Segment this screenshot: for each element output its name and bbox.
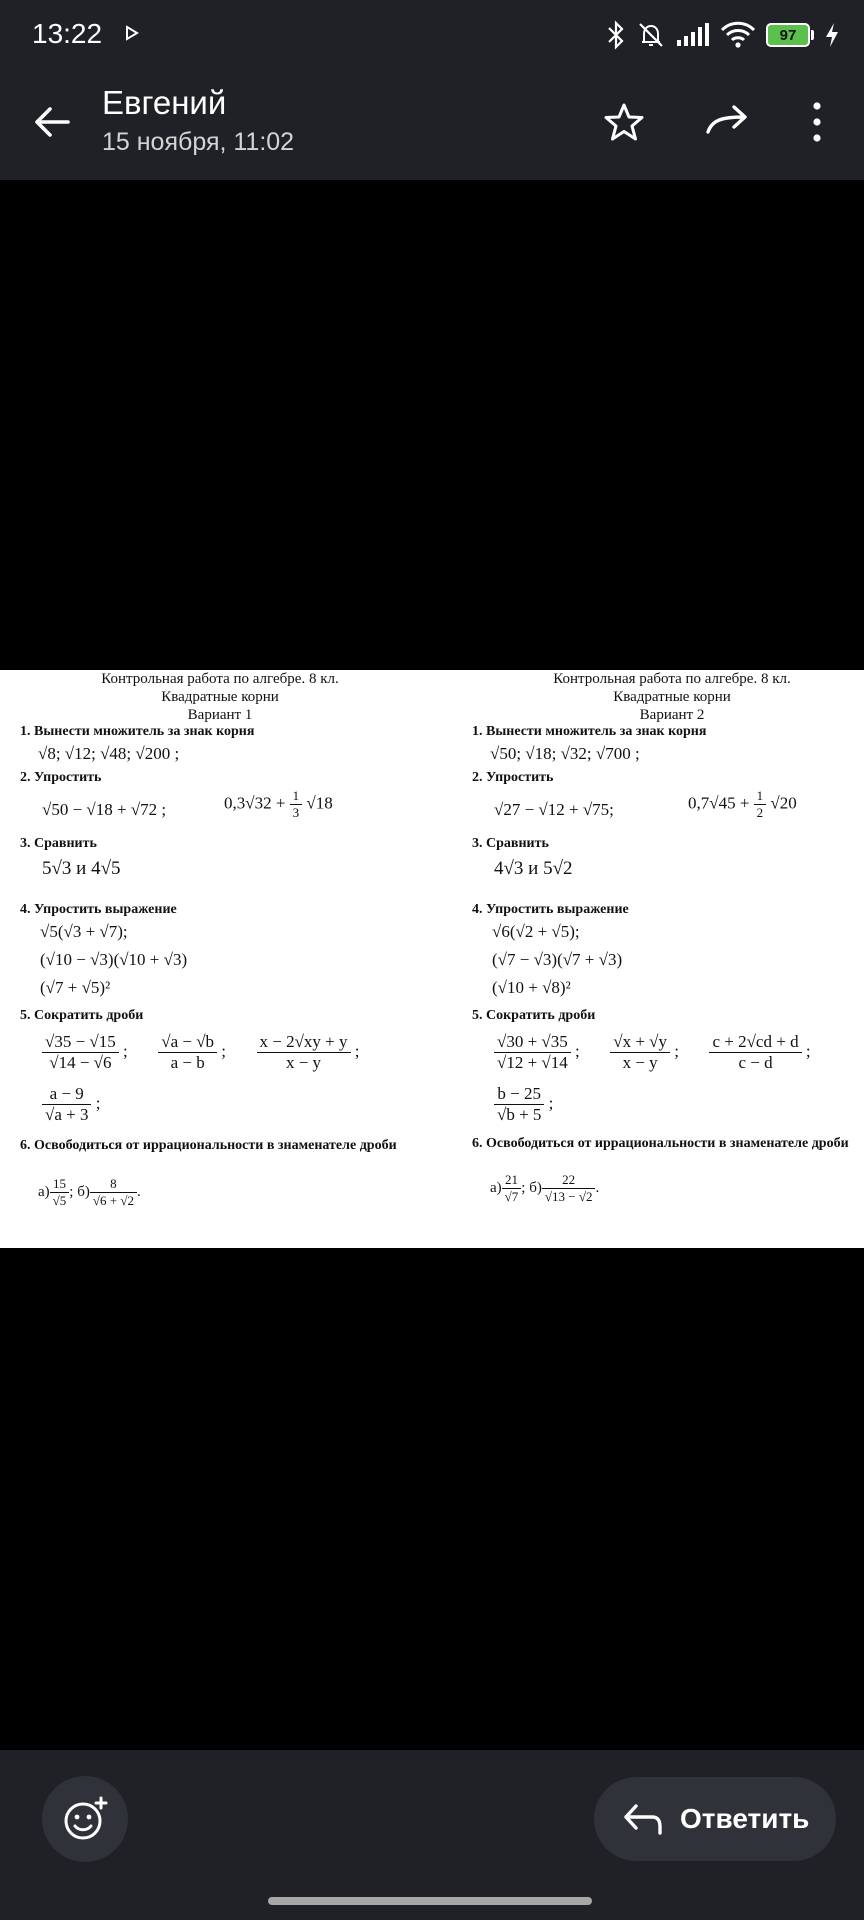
fraction-3 — [257, 1032, 351, 1073]
back-arrow-icon[interactable] — [30, 100, 74, 144]
task-4c-expr: (√10 + √8)² — [492, 978, 571, 997]
battery-icon — [766, 23, 814, 47]
task-6a-num: 21 — [502, 1172, 522, 1189]
task-6b-fraction — [90, 1176, 137, 1209]
task-6-title: 6. Освободиться от иррациональности в знаменателе дроби — [472, 1136, 849, 1151]
fraction-1-num: √30 + √35 — [494, 1032, 571, 1053]
task-1-expr: √50; √18; √32; √700 ; — [490, 744, 640, 763]
fraction-4-den: √b + 5 — [497, 1105, 542, 1124]
fraction-3 — [709, 1032, 801, 1073]
task-6a-fraction — [502, 1172, 522, 1205]
message-date: 15 ноября, 11:02 — [102, 128, 295, 156]
status-time: 13:22 — [32, 18, 103, 49]
task-6a-label: а) — [490, 1179, 502, 1196]
task-6-title: 6. Освободиться от иррациональности в знаменателе дроби — [20, 1138, 397, 1153]
task-2a-expr: √50 − √18 + √72 ; — [42, 800, 167, 819]
gesture-nav-handle[interactable] — [268, 1897, 592, 1905]
task-5-title: 5. Сократить дроби — [472, 1008, 596, 1023]
task-4c-expr: (√7 + √5)² — [40, 978, 111, 997]
forward-icon[interactable] — [704, 102, 752, 142]
fraction-3-den: c − d — [738, 1053, 773, 1072]
task-2a-expr: √27 − √12 + √75; — [494, 800, 614, 819]
reply-button[interactable] — [594, 1777, 836, 1861]
bluetooth-icon — [606, 20, 626, 50]
task-2b-expr — [224, 788, 333, 821]
task-5-title: 5. Сократить дроби — [20, 1008, 144, 1023]
doc-title: Контрольная работа по алгебре. 8 кл. — [553, 671, 791, 687]
doc-variant: Вариант 2 — [639, 707, 705, 723]
fraction-3-den: x − y — [285, 1053, 322, 1072]
doc-topic: Квадратные корни — [161, 689, 279, 705]
task-6b-num: 8 — [90, 1176, 137, 1193]
chat-app-bar — [0, 70, 864, 180]
fraction-3-num: c + 2√cd + d — [709, 1032, 801, 1053]
fraction-4-den: √a + 3 — [45, 1105, 89, 1124]
variant-1-column — [8, 670, 432, 1248]
fraction-1-den: √12 + √14 — [497, 1053, 568, 1072]
task-3-title: 3. Сравнить — [20, 836, 97, 851]
task-6-expr: а) $\frac{21}{√7}$ ; б) $\frac{22}{√13 - √2}$ . — [490, 1172, 600, 1204]
emoji-reaction-button[interactable] — [42, 1776, 128, 1862]
fraction-2-den: a − b — [170, 1053, 205, 1072]
task-6a-num: 15 — [50, 1176, 70, 1193]
task-6b-den: √6 + √2 — [92, 1193, 134, 1208]
task-2b-den: 3 — [292, 805, 300, 820]
reply-label: Ответить — [680, 1803, 810, 1834]
fraction-4-num: a − 9 — [42, 1084, 91, 1105]
fraction-2 — [158, 1032, 217, 1073]
task-2-title: 2. Упростить — [472, 770, 554, 785]
task-6-expr: а) $\frac{15}{√5}$ ; б) $\frac{8}{√6 + √2}$ . — [38, 1176, 141, 1208]
fraction-2-den: x − y — [622, 1053, 658, 1072]
task-3-title: 3. Сравнить — [472, 836, 549, 851]
task-6b-label: б) — [529, 1179, 542, 1196]
battery-level: 97 — [766, 23, 810, 47]
fraction-1-den: √14 − √6 — [49, 1053, 112, 1072]
task-3-expr: 4√3 и 5√2 — [494, 858, 573, 879]
star-icon[interactable] — [604, 102, 644, 142]
task-2b-num: 1 — [290, 788, 303, 805]
task-6a-fraction — [50, 1176, 70, 1209]
task-6a-den: √5 — [52, 1193, 67, 1208]
task-2b-post: √20 — [770, 793, 797, 813]
wifi-icon — [720, 20, 756, 50]
task-5-fractions-row: $\frac{√35 - √15}{√14 - √6}$ ; $\frac{√a - √b}{a - b}$ ; $\frac{x - 2√xy + y}{x - y}$ ; — [42, 1032, 360, 1073]
fraction-1-num: √35 − √15 — [42, 1032, 119, 1053]
doc-title: Контрольная работа по алгебре. 8 кл. — [101, 671, 339, 687]
emoji-add-icon — [42, 1776, 128, 1862]
task-6b-fraction — [542, 1172, 596, 1205]
status-bar — [0, 0, 864, 70]
task-2b-den: 2 — [756, 805, 764, 820]
task-2b-num: 1 — [754, 788, 767, 805]
task-4b-expr: (√10 − √3)(√10 + √3) — [40, 950, 188, 969]
task-2b-pre: 0,3√32 + — [224, 793, 286, 813]
task-2b-fraction — [754, 788, 767, 821]
fraction-2 — [610, 1032, 670, 1073]
variant-2-column — [460, 670, 864, 1248]
attached-photo[interactable] — [0, 670, 864, 1248]
bottom-action-bar — [0, 1750, 864, 1920]
task-2b-expr — [688, 788, 797, 821]
task-6b-den: √13 − √2 — [544, 1189, 593, 1204]
mute-icon — [636, 20, 666, 50]
task-5-fraction-4-row: $\frac{b - 25}{√b + 5}$ ; — [494, 1084, 553, 1125]
reply-icon — [622, 1801, 664, 1837]
task-2-title: 2. Упростить — [20, 770, 102, 785]
task-6b-label: б) — [77, 1183, 90, 1200]
doc-topic: Квадратные корни — [613, 689, 731, 705]
task-4a-expr: √5(√3 + √7); — [40, 922, 128, 941]
task-2b-pre: 0,7√45 + — [688, 793, 750, 813]
fraction-1 — [42, 1032, 119, 1073]
task-4-title: 4. Упростить выражение — [472, 902, 629, 917]
signal-icon — [676, 22, 710, 48]
task-5-fractions-row: $\frac{√30 + √35}{√12 + √14}$ ; $\frac{√x + √y}{x - y}$ ; $\frac{c + 2√cd + d}{c - d}$ ; — [494, 1032, 811, 1073]
fraction-2-num: √x + √y — [610, 1032, 670, 1053]
fraction-4-num: b − 25 — [494, 1084, 544, 1105]
task-6a-label: а) — [38, 1183, 50, 1200]
task-4a-expr: √6(√2 + √5); — [492, 922, 580, 941]
task-3-expr: 5√3 и 4√5 — [42, 858, 121, 879]
status-icons — [606, 18, 840, 52]
task-2b-fraction — [290, 788, 303, 821]
fraction-2-num: √a − √b — [158, 1032, 217, 1053]
charging-icon — [824, 22, 840, 48]
task-6b-num: 22 — [542, 1172, 596, 1189]
fraction-3-num: x − 2√xy + y — [257, 1032, 351, 1053]
task-4b-expr: (√7 − √3)(√7 + √3) — [492, 950, 623, 969]
task-2b-post: √18 — [306, 793, 333, 813]
doc-variant: Вариант 1 — [187, 707, 253, 723]
task-6a-den: √7 — [504, 1189, 519, 1204]
task-1-title: 1. Вынести множитель за знак корня — [472, 724, 707, 739]
task-1-expr: √8; √12; √48; √200 ; — [38, 744, 180, 763]
task-1-title: 1. Вынести множитель за знак корня — [20, 724, 255, 739]
more-vert-icon[interactable] — [806, 100, 828, 144]
task-4-title: 4. Упростить выражение — [20, 902, 177, 917]
task-5-fraction-4-row: $\frac{a - 9}{√a + 3}$ ; — [42, 1084, 100, 1125]
fraction-1 — [494, 1032, 571, 1073]
contact-name[interactable]: Евгений — [102, 84, 227, 121]
fraction-4 — [42, 1084, 91, 1125]
play-indicator-icon — [124, 25, 140, 41]
fraction-4 — [494, 1084, 544, 1125]
